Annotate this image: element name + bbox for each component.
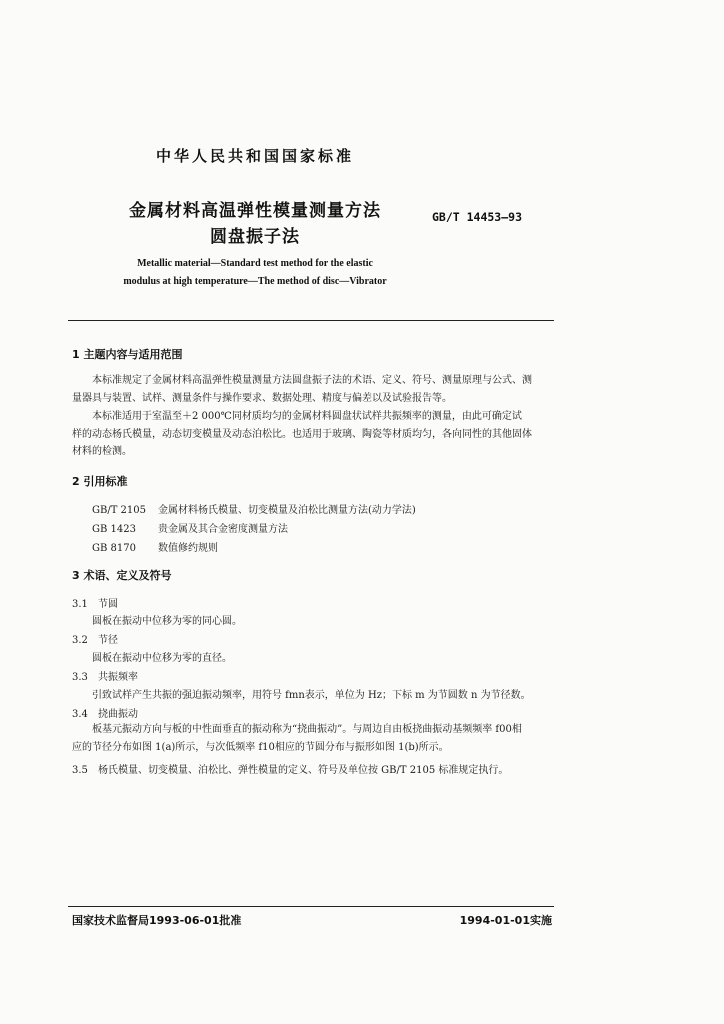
approval-date: 国家技术监督局1993-06-01批准 <box>72 914 242 927</box>
reference-item <box>92 501 416 516</box>
definition-3-2: 圆板在振动中位移为零的直径。 <box>92 653 232 664</box>
subsection-number: 3.3 <box>72 672 88 683</box>
reference-title: 数值修约规则 <box>158 543 218 554</box>
subsection-number: 3.5 <box>72 765 88 776</box>
reference-title: 贵金属及其合金密度测量方法 <box>158 524 288 535</box>
reference-code: GB/T 2105 <box>92 505 147 516</box>
reference-title: 金属材料杨氏模量、切变模量及泊松比测量方法(动力学法) <box>158 505 416 516</box>
text-line: 材料的检测。 <box>72 446 132 457</box>
english-title-line1: Metallic material—Standard test method for the elastic <box>137 258 373 269</box>
standard-code: GB/T 14453—93 <box>432 210 523 224</box>
subsection-3-4 <box>72 705 138 720</box>
english-title-line2: modulus at high temperature—The method of disc—Vibrator <box>123 276 387 287</box>
text-line: 量器具与装置、试样、测量条件与操作要求、数据处理、精度与偏差以及试验报告等。 <box>72 392 452 404</box>
definition-3-3: 引致试样产生共振的强迫振动频率，用符号 fmn表示，单位为 Hz；下标 m 为节圆数 n 为节径数。 <box>92 690 531 701</box>
reference-item <box>92 539 218 554</box>
effective-date: 1994-01-01实施 <box>459 914 552 927</box>
document-title: 金属材料高温弹性模量测量方法 <box>129 201 381 221</box>
subsection-3-2 <box>72 631 118 646</box>
text-line: 本标准规定了金属材料高温弹性模量测量方法圆盘振子法的术语、定义、符号、测量原理与公式、测 <box>92 375 532 386</box>
subsection-number: 3.1 <box>72 599 88 610</box>
section3-heading: 3 术语、定义及符号 <box>72 569 172 582</box>
subsection-3-3 <box>72 668 138 683</box>
text-line: 本标准适用于室温至＋2 000℃同材质均匀的金属材料圆盘状试样共振频率的测量，由此可确定试 <box>92 411 522 422</box>
subsection-number: 3.2 <box>72 635 88 646</box>
subsection-text: 杨氏模量、切变模量、泊松比、弹性模量的定义、符号及单位按 GB/T 2105 标准规定执行。 <box>98 765 509 776</box>
subsection-title: 共振频率 <box>98 672 138 683</box>
definition-3-4 <box>72 721 554 756</box>
section1-paragraph1 <box>72 372 554 407</box>
definition-3-1: 圆板在振动中位移为零的同心圆。 <box>92 616 242 627</box>
subsection-title: 节圆 <box>98 599 118 610</box>
subsection-3-5 <box>72 761 508 776</box>
reference-code: GB 1423 <box>92 524 136 535</box>
section1-paragraph2 <box>72 408 554 461</box>
text-line: 应的节径分布如图 1(a)所示，与次低频率 f10相应的节圆分布与振形如图 1(b)所示。 <box>72 741 449 753</box>
reference-item <box>92 520 288 535</box>
subsection-3-1 <box>72 595 118 610</box>
standard-org-heading: 中华人民共和国国家标准 <box>155 147 354 165</box>
subsection-number: 3.4 <box>72 709 88 720</box>
footer-divider <box>68 906 554 907</box>
text-line: 样的动态杨氏模量，动态切变模量及动态泊松比。也适用于玻璃、陶瓷等材质均匀，各向同性的其他固体 <box>72 428 532 440</box>
reference-code: GB 8170 <box>92 543 136 554</box>
section2-heading: 2 引用标准 <box>72 475 128 488</box>
subsection-title: 节径 <box>98 635 118 646</box>
header-divider <box>68 320 554 321</box>
text-line: 板基元振动方向与板的中性面垂直的振动称为“挠曲振动”。与周边自由板挠曲振动基频频率 f00相 <box>92 724 522 735</box>
subsection-title: 挠曲振动 <box>98 709 138 720</box>
section1-heading: 1 主题内容与适用范围 <box>72 348 183 361</box>
document-subtitle: 圆盘振子法 <box>210 227 300 247</box>
